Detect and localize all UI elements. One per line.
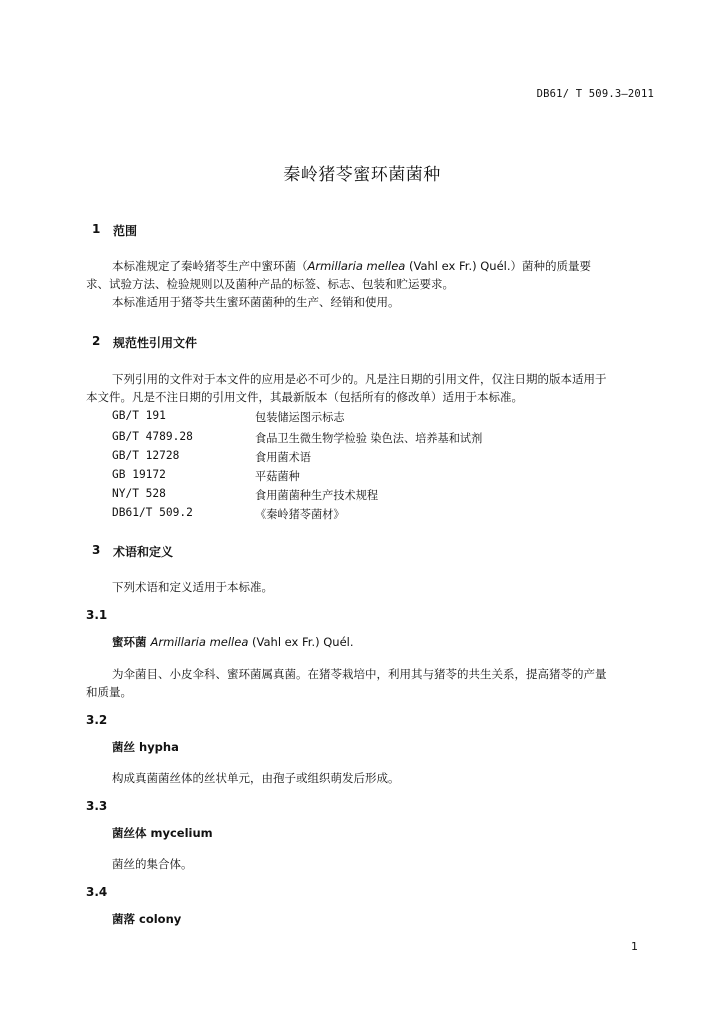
term-3-4-number: 3.4 bbox=[86, 885, 108, 899]
reference-code: NY/T 528 bbox=[112, 487, 166, 500]
latin-name: Armillaria mellea bbox=[150, 635, 249, 649]
standard-number: DB61/ T 509.3—2011 bbox=[536, 88, 654, 100]
section-1-number: 1 bbox=[92, 222, 101, 236]
term-3-1-number: 3.1 bbox=[86, 608, 108, 622]
text-run: 本标准规定了秦岭猪苓生产中蜜环菌（ bbox=[112, 259, 308, 273]
reference-code: GB 19172 bbox=[112, 468, 166, 481]
reference-title: 《秦岭猪苓菌材》 bbox=[255, 508, 345, 521]
section-2-para-line-2: 本文件。凡是不注日期的引用文件，其最新版本（包括所有的修改单）适用于本标准。 bbox=[86, 390, 523, 404]
section-1-para-1-line-2: 求、试验方法、检验规则以及菌种产品的标签、标志、包装和贮运要求。 bbox=[86, 277, 454, 291]
reference-code: DB61/T 509.2 bbox=[112, 506, 193, 519]
section-2-para-line-1: 下列引用的文件对于本文件的应用是必不可少的。凡是注日期的引用文件，仅注日期的版本适用于 bbox=[112, 372, 607, 386]
term-3-2-definition: 构成真菌菌丝体的丝状单元，由孢子或组织萌发后形成。 bbox=[112, 771, 400, 785]
reference-code: GB/T 4789.28 bbox=[112, 430, 193, 443]
term-3-3-number: 3.3 bbox=[86, 799, 108, 813]
section-1-heading: 范围 bbox=[113, 224, 138, 238]
term-3-2-number: 3.2 bbox=[86, 713, 108, 727]
term-name: 蜜环菌 bbox=[112, 635, 151, 649]
reference-code: GB/T 12728 bbox=[112, 449, 180, 462]
term-author: (Vahl ex Fr.) Quél. bbox=[248, 635, 354, 649]
term-3-3-heading: 菌丝体 mycelium bbox=[112, 826, 213, 840]
section-1-para-2: 本标准适用于猪苓共生蜜环菌菌种的生产、经销和使用。 bbox=[112, 295, 400, 309]
section-3-heading: 术语和定义 bbox=[113, 545, 174, 559]
reference-title: 包装储运图示标志 bbox=[255, 411, 345, 424]
latin-name: Armillaria mellea bbox=[307, 259, 406, 273]
term-3-1-definition-line-2: 和质量。 bbox=[86, 685, 132, 699]
section-3-number: 3 bbox=[92, 543, 101, 557]
term-3-3-definition: 菌丝的集合体。 bbox=[112, 857, 193, 871]
term-3-1-definition-line-1: 为伞菌目、小皮伞科、蜜环菌属真菌。在猪苓栽培中，利用其与猪苓的共生关系，提高猪苓的产量 bbox=[112, 667, 607, 681]
reference-title: 食品卫生微生物学检验 染色法、培养基和试剂 bbox=[255, 432, 483, 445]
term-3-1-heading bbox=[112, 632, 354, 653]
term-3-2-heading: 菌丝 hypha bbox=[112, 740, 179, 754]
reference-title: 食用菌菌种生产技术规程 bbox=[255, 489, 379, 502]
page-number: 1 bbox=[631, 940, 638, 953]
section-2-heading: 规范性引用文件 bbox=[113, 336, 198, 350]
reference-title: 平菇菌种 bbox=[255, 470, 300, 483]
reference-code: GB/T 191 bbox=[112, 409, 166, 422]
text-run: (Vahl ex Fr.) Quél.）菌种的质量要 bbox=[405, 259, 592, 273]
section-2-number: 2 bbox=[92, 334, 101, 348]
reference-title: 食用菌术语 bbox=[255, 451, 311, 464]
term-3-4-heading: 菌落 colony bbox=[112, 912, 182, 926]
document-title: 秦岭猪苓蜜环菌菌种 bbox=[283, 165, 441, 185]
section-3-intro: 下列术语和定义适用于本标准。 bbox=[112, 580, 273, 594]
